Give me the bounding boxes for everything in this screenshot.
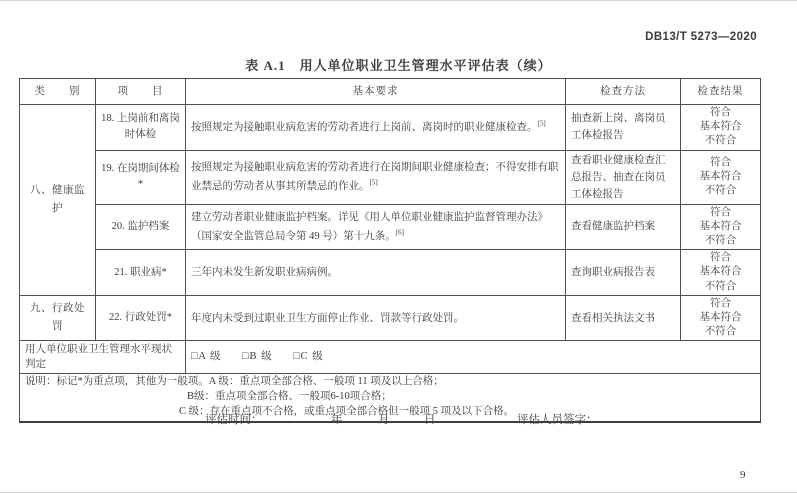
footnote-ref: [5] bbox=[369, 178, 378, 187]
table-row bbox=[20, 204, 761, 250]
rating-checkbox-b: □B 级 bbox=[242, 351, 273, 363]
requirement-22 bbox=[186, 295, 566, 341]
result-option: 符合 bbox=[710, 156, 731, 168]
item-22: 22. 行政处罚* bbox=[96, 295, 186, 341]
header-category: 类 别 bbox=[20, 79, 96, 105]
result-options-18 bbox=[681, 105, 761, 151]
header-row bbox=[20, 79, 761, 105]
table-row bbox=[20, 250, 761, 296]
method-22: 查看相关执法文书 bbox=[566, 295, 681, 341]
requirement-22-text: 年度内未受到过职业卫生方面停止作业、罚款等行政处罚。 bbox=[191, 312, 464, 324]
result-option: 不符合 bbox=[704, 135, 737, 147]
eval-day-label: 日 bbox=[424, 414, 436, 426]
requirement-18-text: 按照规定为接触职业病危害的劳动者进行上岗前、离岗时的职业健康检查。 bbox=[191, 121, 538, 133]
eval-time-label: 评估时间： bbox=[205, 414, 263, 426]
note-line-3: C 级：存在重点项不合格，或重点项全部合格但一般项 5 项及以下合格。 bbox=[179, 406, 515, 418]
item-21: 21. 职业病* bbox=[96, 250, 186, 296]
result-option: 基本符合 bbox=[699, 220, 742, 232]
evaluation-footer bbox=[0, 411, 797, 429]
rating-label: 用人单位职业卫生管理水平现状判定 bbox=[20, 341, 186, 374]
page-bottom-edge bbox=[0, 492, 797, 493]
footnote-ref: [6] bbox=[395, 228, 404, 237]
footnote-ref: [5] bbox=[537, 119, 546, 128]
method-21: 查询职业病报告表 bbox=[566, 250, 681, 296]
result-option: 不符合 bbox=[704, 280, 737, 292]
category-health: 八、健康监护 bbox=[20, 105, 96, 296]
result-option: 基本符合 bbox=[699, 171, 742, 182]
table-row bbox=[20, 105, 761, 151]
standard-code: DB13/T 5273—2020 bbox=[645, 31, 757, 43]
page-number: 9 bbox=[740, 469, 746, 481]
result-option: 不符合 bbox=[704, 326, 737, 338]
result-options-22 bbox=[681, 295, 761, 341]
result-option: 基本符合 bbox=[699, 312, 742, 324]
result-option: 符合 bbox=[710, 297, 731, 309]
method-19: 查看职业健康检查汇总报告、抽查在岗员工体检报告 bbox=[566, 150, 681, 204]
requirement-21 bbox=[186, 250, 566, 296]
assessment-table bbox=[19, 78, 761, 423]
header-method: 检查方法 bbox=[566, 79, 681, 105]
result-options-20 bbox=[681, 204, 761, 250]
page-top-edge bbox=[0, 0, 797, 1]
item-20: 20. 监护档案 bbox=[96, 204, 186, 250]
requirement-19-text: 按照规定为接触职业病危害的劳动者进行在岗期间职业健康检查；不得安排有职业禁忌的劳动者从事其所禁忌的作业。 bbox=[191, 162, 559, 193]
requirement-18 bbox=[186, 105, 566, 151]
eval-year-label: 年 bbox=[331, 414, 343, 426]
requirement-20-text: 建立劳动者职业健康监护档案。详见《用人单位职业健康监护监督管理办法》（国家安全监管总局令第 49 号）第十九条。 bbox=[191, 211, 548, 242]
note-line-2: B级：重点项全部合格、一般项6-10项合格； bbox=[187, 391, 392, 403]
result-option: 基本符合 bbox=[699, 266, 742, 278]
result-option: 基本符合 bbox=[699, 121, 742, 133]
rating-checkbox-a: □A 级 bbox=[191, 351, 222, 363]
item-18: 18. 上岗前和离岗时体检 bbox=[96, 105, 186, 151]
result-option: 符合 bbox=[710, 206, 731, 218]
result-options-21 bbox=[681, 250, 761, 296]
item-19: 19. 在岗期间体检* bbox=[96, 150, 186, 204]
requirement-20 bbox=[186, 204, 566, 250]
result-option: 符合 bbox=[710, 107, 731, 118]
rating-options bbox=[186, 341, 761, 374]
method-20: 查看健康监护档案 bbox=[566, 204, 681, 250]
table-title: 表 A.1 用人单位职业卫生管理水平评估表（续） bbox=[245, 58, 552, 73]
category-penalty: 九、行政处罚 bbox=[20, 295, 96, 341]
result-option: 不符合 bbox=[704, 235, 737, 247]
signer-label: 评估人员签字： bbox=[517, 414, 598, 426]
eval-month-label: 月 bbox=[378, 414, 390, 426]
header-result: 检查结果 bbox=[681, 79, 761, 105]
header-item: 项 目 bbox=[96, 79, 186, 105]
rating-checkbox-c: □C 级 bbox=[293, 351, 324, 363]
table-row bbox=[20, 295, 761, 341]
table-row bbox=[20, 150, 761, 204]
rating-row bbox=[20, 341, 761, 374]
note-line-1: 说明：标记*为重点项，其他为一般项。A 级：重点项全部合格、一般项 11 项及以上合格； bbox=[25, 376, 444, 388]
result-option: 不符合 bbox=[704, 185, 737, 197]
requirement-21-text: 三年内未发生新发职业病病例。 bbox=[191, 267, 338, 279]
header-requirement: 基本要求 bbox=[186, 79, 566, 105]
result-options-19 bbox=[681, 150, 761, 204]
result-option: 符合 bbox=[710, 252, 731, 264]
method-18: 抽查新上岗、离岗员工体检报告 bbox=[566, 105, 681, 151]
requirement-19 bbox=[186, 150, 566, 204]
